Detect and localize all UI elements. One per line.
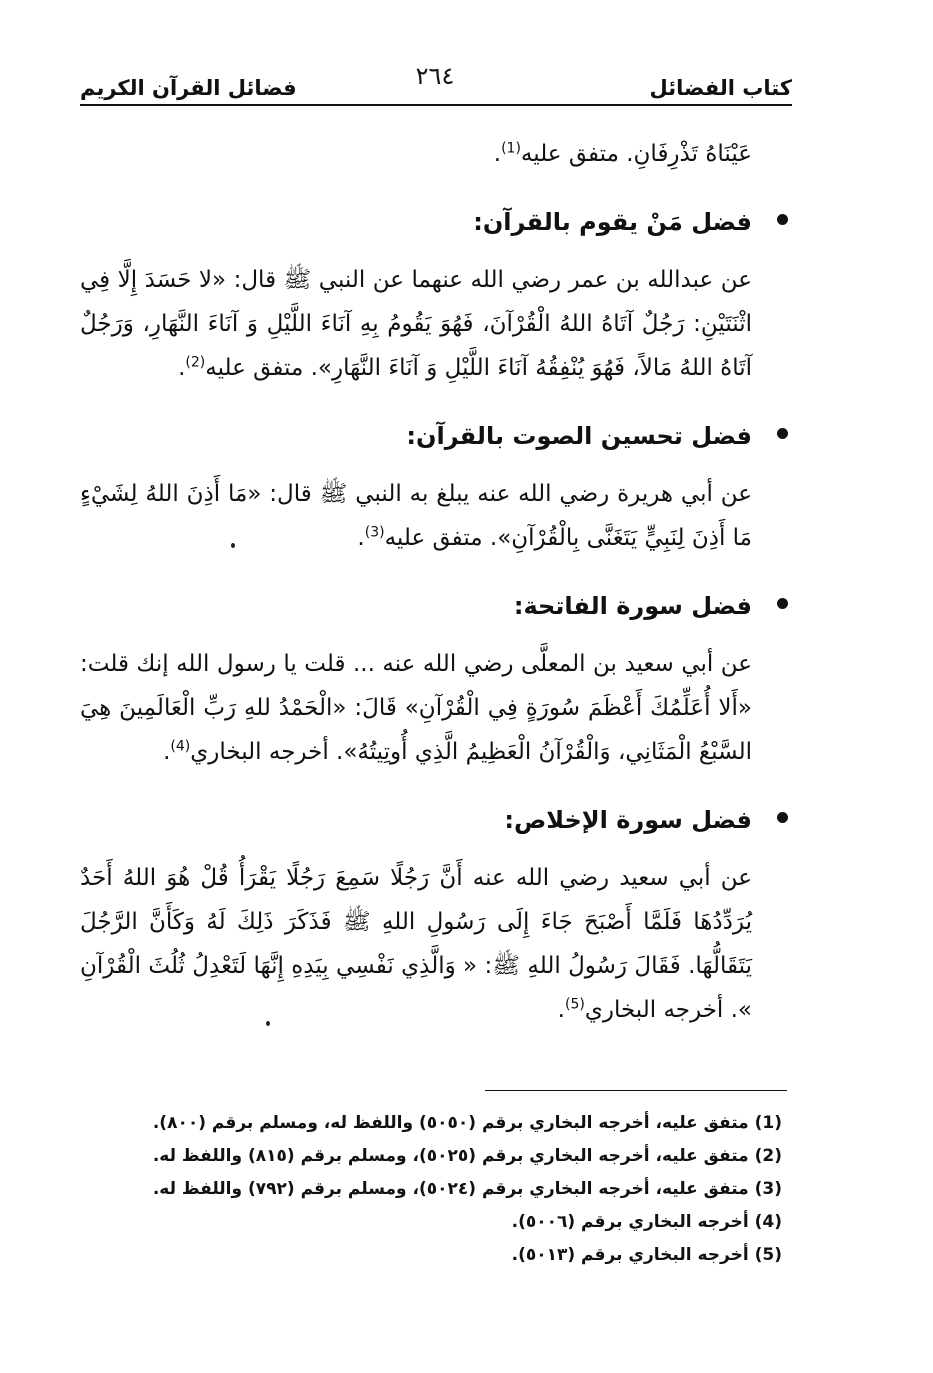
header-rule [80, 104, 792, 106]
section-heading-4 [80, 800, 752, 840]
intro-text: عَيْنَاهُ تَذْرِفَانِ. متفق عليه [520, 141, 752, 167]
section-heading-2 [80, 416, 752, 456]
book-title: كتاب الفضائل [649, 76, 792, 100]
section-heading-text: فضل تحسين الصوت بالقرآن: [406, 422, 752, 450]
section-text: عن أبي سعيد رضي الله عنه أَنَّ رَجُلًا سَمِعَ رَجُلًا يَقْرَأُ قُلْ هُوَ اللهُ أَحَدٌ يُرَدِّدُهَا فَلَمَّا أَصْبَحَ جَاءَ إِلَى رَسُولِ اللهِ ﷺ فَذَكَرَ ذَلِكَ لَهُ وَكَأَنَّ الرَّجُلَ يَتَقَالُّهَا. فَقَالَ رَسُولُ اللهِ ﷺ: « وَالَّذِي نَفْسِي بِيَدِهِ إِنَّهَا لَتَعْدِلُ ثُلُثَ الْقُرْآنِ ». أخرجه البخاري [80, 865, 752, 1023]
section-text: عن عبدالله بن عمر رضي الله عنهما عن النبي ﷺ قال: «لا حَسَدَ إِلَّا فِي اثْنَتَيْنِ: رَجُلٌ آتَاهُ اللهُ الْقُرْآنَ، فَهُوَ يَقُومُ بِهِ آنَاءَ اللَّيْلِ وَ آنَاءَ النَّهَارِ، وَرَجُلٌ آتَاهُ اللهُ مَالاً، فَهُوَ يُنْفِقُهُ آنَاءَ اللَّيْلِ وَ آنَاءَ النَّهَارِ». متفق عليه [80, 267, 752, 381]
footnote-ref-3: (3) [364, 524, 385, 541]
section-end: . [163, 739, 171, 765]
chapter-title: فضائل القرآن الكريم [80, 76, 297, 100]
section-end: . [357, 525, 365, 551]
section-heading-text: فضل سورة الإخلاص: [504, 806, 752, 834]
page-number: ٢٦٤ [415, 62, 455, 90]
footnote-3: (3) متفق عليه، أخرجه البخاري برقم (٥٠٢٤)، ومسلم برقم (٧٩٢) واللفظ له. [152, 1179, 782, 1199]
footnotes [80, 1107, 782, 1272]
section-heading-1 [80, 202, 752, 242]
section-heading-text: فضل سورة الفاتحة: [513, 592, 752, 620]
footnote-2: (2) متفق عليه، أخرجه البخاري برقم (٥٠٢٥)، ومسلم برقم (٨١٥) واللفظ له. [152, 1146, 782, 1166]
section-paragraph-3 [80, 642, 752, 774]
footnote-rule [485, 1090, 787, 1091]
page-body [80, 132, 752, 1032]
scan-speck [266, 1021, 270, 1026]
footnote-ref-5: (5) [564, 996, 585, 1013]
footnote-ref-1: (1) [501, 140, 521, 157]
footnote-4: (4) أخرجه البخاري برقم (٥٠٠٦). [511, 1212, 782, 1232]
footnote-1: (1) متفق عليه، أخرجه البخاري برقم (٥٠٥٠) واللفظ له، ومسلم برقم (٨٠٠). [152, 1113, 782, 1133]
section-heading-text: فضل مَنْ يقوم بالقرآن: [473, 208, 752, 236]
section-paragraph-2 [80, 472, 752, 560]
bullet-icon [777, 598, 788, 609]
intro-paragraph [80, 132, 752, 176]
scan-speck [231, 543, 235, 548]
footnote-5: (5) أخرجه البخاري برقم (٥٠١٣). [511, 1245, 782, 1265]
footnote-ref-2: (2) [185, 354, 206, 371]
section-text: عن أبي سعيد بن المعلَّى رضي الله عنه ... قلت يا رسول الله إنك قلت: «أَلا أُعَلِّمُكَ أَعْظَمَ سُورَةٍ فِي الْقُرْآنِ» قَالَ: «الْحَمْدُ للهِ رَبِّ الْعَالَمِينَ هِيَ السَّبْعُ الْمَثَانِي، وَالْقُرْآنُ الْعَظِيمُ الَّذِي أُوتِيتُهُ». أخرجه البخاري [80, 651, 752, 765]
bullet-icon [777, 812, 788, 823]
section-heading-3 [80, 586, 752, 626]
section-text: عن أبي هريرة رضي الله عنه يبلغ به النبي ﷺ قال: «مَا أَذِنَ اللهُ لِشَيْءٍ مَا أَذِنَ لِنَبِيٍّ يَتَغَنَّى بِالْقُرْآنِ». متفق عليه [80, 481, 752, 551]
intro-end: . [493, 141, 502, 167]
footnote-ref-4: (4) [170, 738, 191, 755]
section-paragraph-4 [80, 856, 752, 1032]
section-paragraph-1 [80, 258, 752, 390]
running-header [80, 62, 792, 106]
bullet-icon [777, 428, 788, 439]
bullet-icon [777, 214, 788, 225]
section-end: . [178, 355, 186, 381]
section-end: . [557, 997, 565, 1023]
